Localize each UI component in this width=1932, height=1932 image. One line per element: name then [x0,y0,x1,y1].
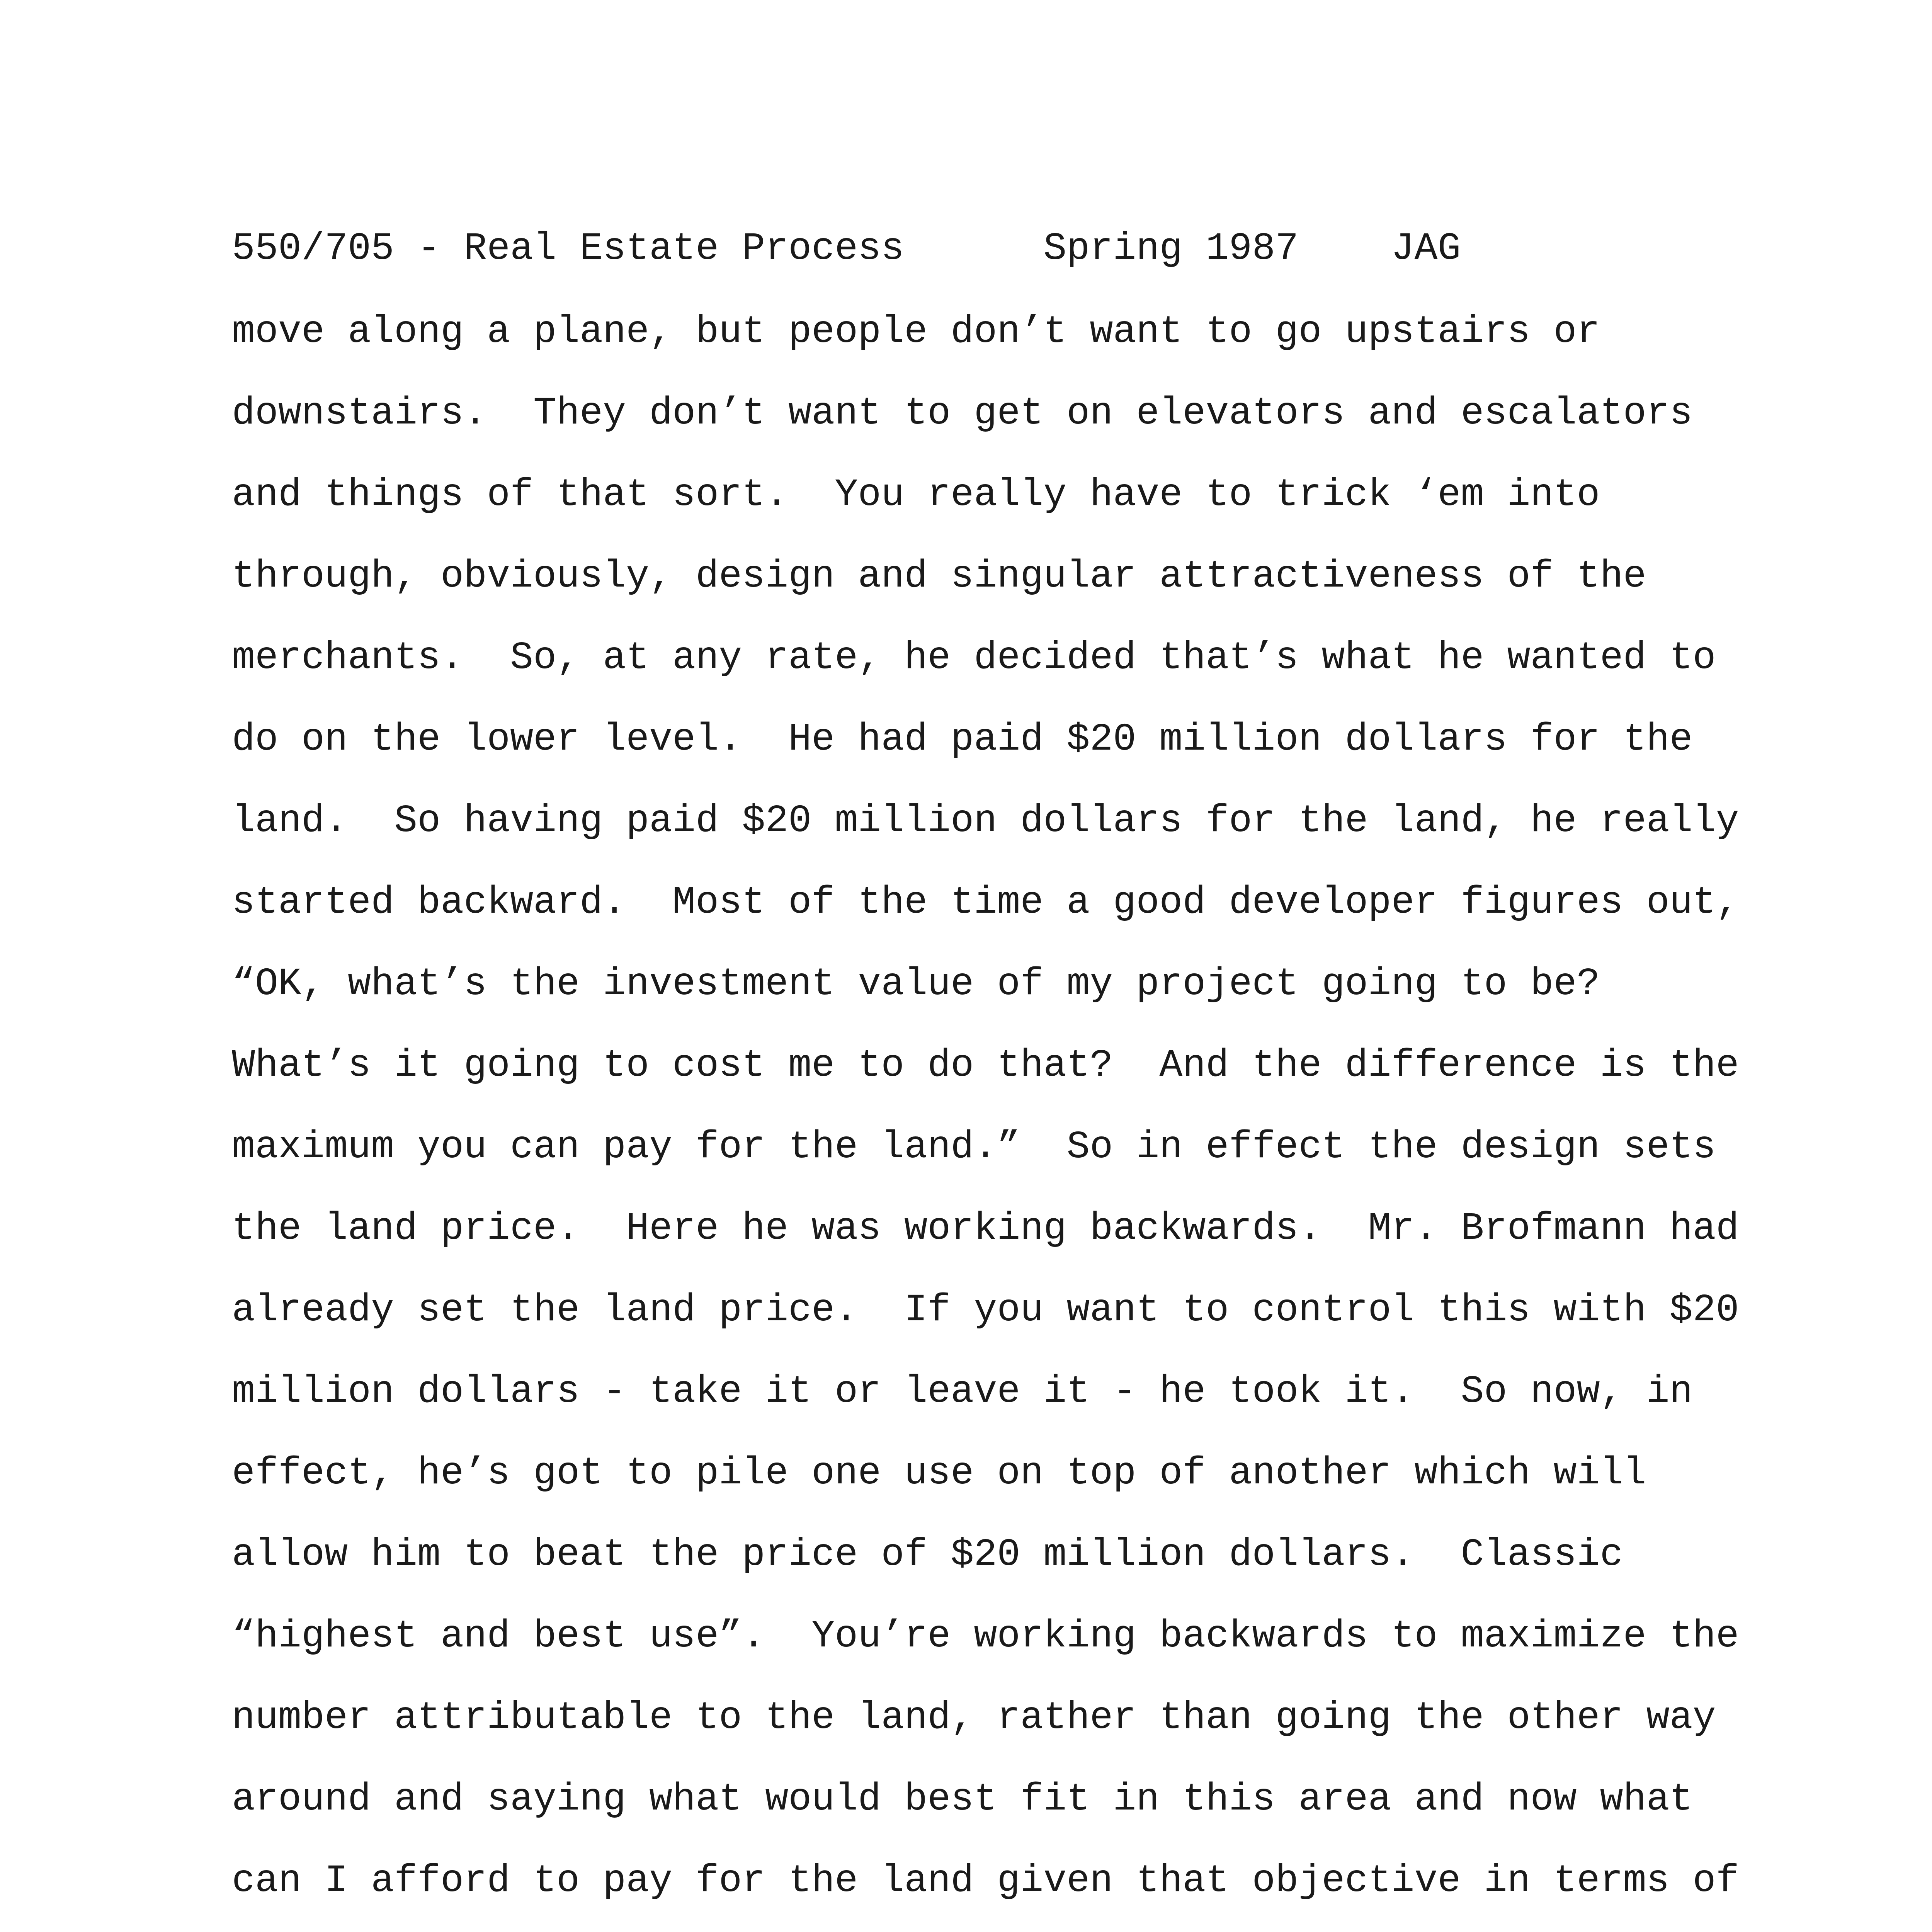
text-line: downstairs. They don’t want to get on elevators and escalators [232,392,1693,435]
text-line: can I afford to pay for the land given that objective in terms of [232,1859,1739,1903]
transcript-body [232,309,1777,1932]
text-line: around and saying what would best fit in this area and now what [232,1778,1693,1821]
text-line: already set the land price. If you want to control this with $20 [232,1289,1739,1332]
text-line: land. So having paid $20 million dollars for the land, he really [232,799,1739,843]
text-line: number attributable to the land, rather than going the other way [232,1696,1716,1740]
text-line: do on the lower level. He had paid $20 million dollars for the [232,718,1693,762]
text-line: started backward. Most of the time a good developer figures out, [232,881,1739,925]
text-line: through, obviously, design and singular attractiveness of the [232,555,1646,599]
text-line: maximum you can pay for the land.” So in effect the design sets [232,1126,1716,1169]
text-line: What’s it going to cost me to do that? And the difference is the [232,1044,1739,1088]
text-line: “OK, what’s the investment value of my project going to be? [232,963,1600,1006]
text-line: and things of that sort. You really have to trick ‘em into [232,473,1600,517]
text-line: million dollars - take it or leave it - he took it. So now, in [232,1370,1693,1414]
text-line: effect, he’s got to pile one use on top of another which will [232,1452,1646,1495]
page-header: 550/705 - Real Estate Process Spring 1987 JAG [232,227,1461,271]
text-line: “highest and best use”. You’re working backwards to maximize the [232,1615,1739,1658]
text-line: move along a plane, but people don’t want to go upstairs or [232,310,1600,354]
text-line: the land price. Here he was working backwards. Mr. Brofmann had [232,1207,1739,1251]
text-line: merchants. So, at any rate, he decided that’s what he wanted to [232,636,1716,680]
text-line: allow him to beat the price of $20 million dollars. Classic [232,1533,1623,1577]
